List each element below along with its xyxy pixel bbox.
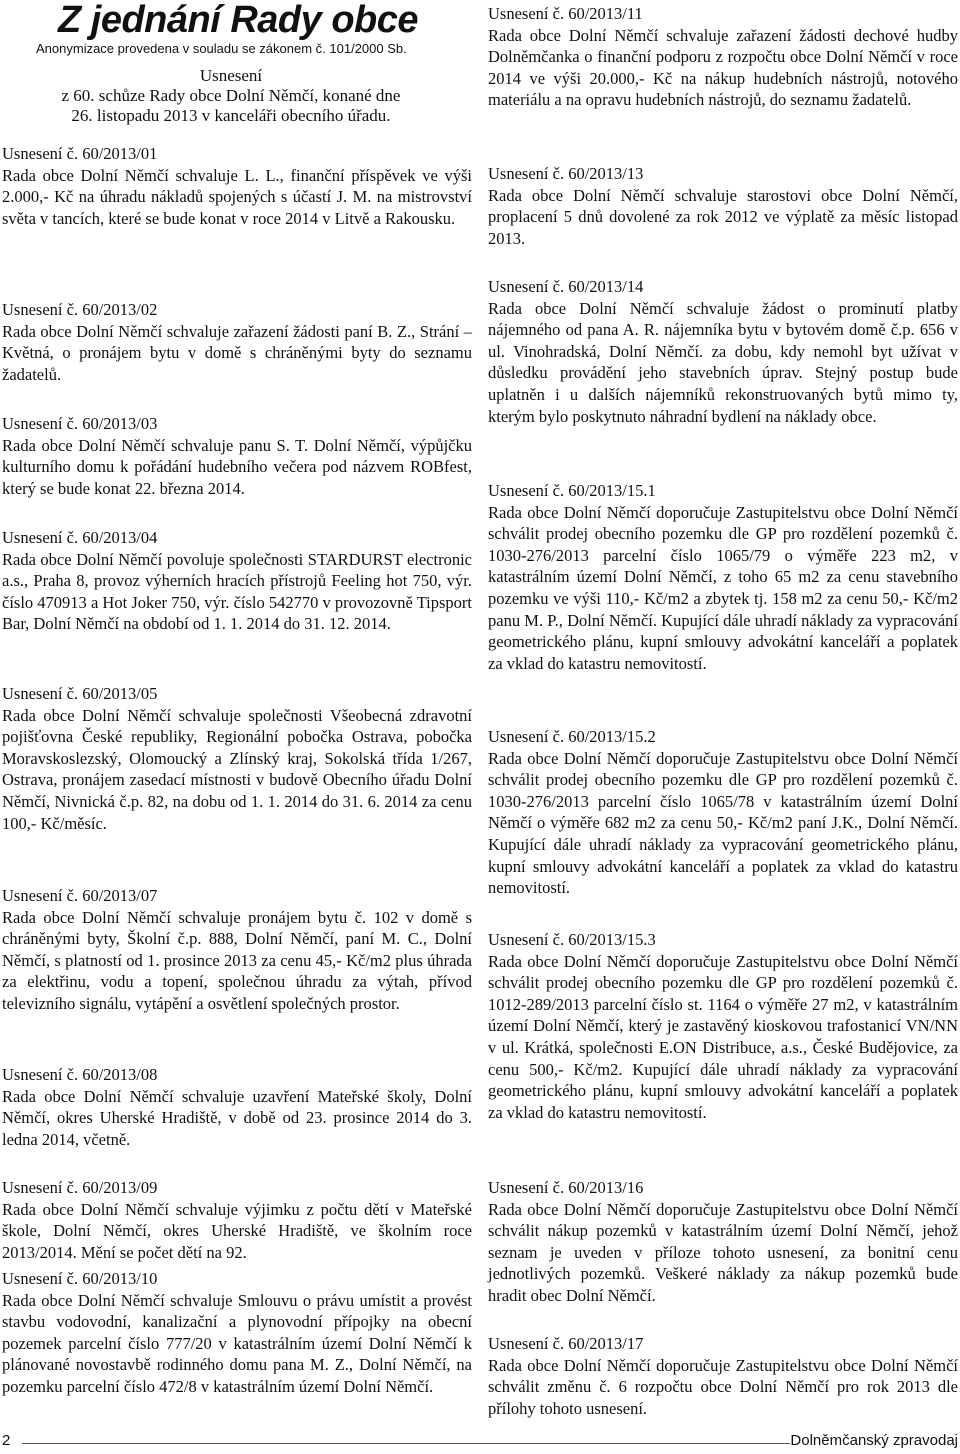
resolution-60-2013-02 (2, 299, 472, 385)
resolution-text: Rada obce Dolní Němčí doporučuje Zastupitelstvu obce Dolní Němčí schválit prodej obecního pozemku dle GP pro rozdělení pozemků č. 1012-289/2013 parcelní číslo st. 1164 o výměře 27 m2, v katastrálním území Dolní Němčí, který je zastavěný kioskovou trafostanicí VN/NN v ul. Krátká, společnosti E.ON Distribuce, a.s., České Budějovice, za cenu 500,- Kč/m2. Kupující dále uhradí náklady za vypracování geometrického plánu, kupní smlouvy advokátní kanceláří a poplatek za vklad do katastru nemovitostí. (488, 951, 958, 1122)
resolution-text: Rada obce Dolní Němčí doporučuje Zastupitelstvu obce Dolní Němčí schválit změnu č. 6 rozpočtu obce Dolní Němčí pro rok 2013 dle přílohy tohoto usnesení. (488, 1355, 958, 1418)
resolution-60-2013-04 (2, 527, 472, 635)
resolution-60-2013-10 (2, 1268, 472, 1398)
resolution-number: Usnesení č. 60/2013/14 (488, 277, 644, 296)
page-number: 2 (2, 1432, 11, 1449)
resolution-number: Usnesení č. 60/2013/09 (2, 1178, 158, 1197)
resolution-text: Rada obce Dolní Němčí doporučuje Zastupitelstvu obce Dolní Němčí schválit prodej obecního pozemku dle GP pro rozdělení pozemků č. 1030-276/2013 parcelní číslo 1065/78 v katastrálním území Dolní Němčí o výměře 682 m2 za cenu 50,- Kč/m2 paní J.K., Dolní Němčí. Kupující dále uhradí náklady za vypracování geometrického plánu, kupní smlouvy advokátní kanceláří a poplatek za vklad do katastru nemovitostí. (488, 748, 958, 898)
footer-divider (22, 1443, 790, 1444)
resolution-60-2013-01 (2, 143, 472, 229)
resolution-number: Usnesení č. 60/2013/17 (488, 1334, 644, 1353)
resolution-number: Usnesení č. 60/2013/16 (488, 1178, 644, 1197)
heading-line: z 60. schůze Rady obce Dolní Němčí, konané dne (61, 86, 401, 105)
resolution-60-2013-17 (488, 1333, 958, 1419)
meeting-heading (36, 66, 426, 126)
resolution-text: Rada obce Dolní Němčí schvaluje L. L., finanční příspěvek ve výši 2.000,- Kč na úhradu nákladů spojených s účastí J. M. na mistrovství světa v tancích, které se bude konat v roce 2014 v Litvě a Rakousku. (2, 165, 472, 228)
resolution-60-2013-08 (2, 1064, 472, 1150)
resolution-60-2013-15-3 (488, 929, 958, 1123)
resolution-number: Usnesení č. 60/2013/02 (2, 300, 158, 319)
resolution-60-2013-15-2 (488, 726, 958, 899)
resolution-text: Rada obce Dolní Němčí schvaluje zařazení žádosti dechové hudby Dolněmčanka o finanční podporu z rozpočtu obce Dolní Němčí v roce 2014 ve výši 20.000,- Kč na nákup hudebních nástrojů, notového materiálu a na opravu hudebních nástrojů, do seznamu žadatelů. (488, 25, 958, 110)
resolution-text: Rada obce Dolní Němčí schvaluje starostovi obce Dolní Němčí, proplacení 5 dnů dovolené za rok 2012 ve výplatě za měsíc listopad 2013. (488, 185, 958, 248)
resolution-text: Rada obce Dolní Němčí schvaluje žádost o prominutí platby nájemného od pana A. R. nájemníka bytu v bytovém domě č.p. 656 v ul. Vinohradská, Dolní Němčí. za dobu, kdy nemohl byt užívat v důsledku provádění jeho stavebních úprav. Stejný postup bude uplatněn i u dalších nájemníků rekonstruovaných bytů mimo ty, kterým bylo poskytnuto náhradní bydlení na náklady obce. (488, 298, 958, 426)
resolution-text: Rada obce Dolní Němčí schvaluje Smlouvu o právu umístit a provést stavbu vodovodní, kanalizační a plynovodní přípojky na obecní pozemek parcelní číslo 777/20 v katastrálním území Dolní Němčí k plánované novostavbě rodinného domu pana M. Z., Dolní Němčí, na pozemku parcelní číslo 472/8 v katastrálním území Dolní Němčí. (2, 1290, 472, 1396)
resolution-text: Rada obce Dolní Němčí doporučuje Zastupitelstvu obce Dolní Němčí schválit nákup pozemků v katastrálním území Dolní Němčí, jehož seznam je uveden v příloze tohoto usnesení, za bonitní cenu jednotlivých pozemků. Veškeré náklady za nákup pozemků bude hradit obec Dolní Němčí. (488, 1199, 958, 1305)
resolution-number: Usnesení č. 60/2013/15.3 (488, 930, 656, 949)
article-title: Z jednání Rady obce (58, 0, 419, 41)
resolution-60-2013-05 (2, 683, 472, 834)
resolution-60-2013-13 (488, 163, 958, 249)
resolution-text: Rada obce Dolní Němčí schvaluje zařazení žádosti paní B. Z., Strání – Květná, o pronájem bytu v domě s chráněnými byty do seznamu žadatelů. (2, 321, 472, 384)
resolution-number: Usnesení č. 60/2013/10 (2, 1269, 158, 1288)
resolution-60-2013-03 (2, 413, 472, 499)
anonymization-note: Anonymizace provedena v souladu se zákonem č. 101/2000 Sb. (36, 41, 407, 56)
resolution-60-2013-07 (2, 885, 472, 1015)
resolution-number: Usnesení č. 60/2013/11 (488, 4, 643, 23)
resolution-text: Rada obce Dolní Němčí schvaluje uzavření Mateřské školy, Dolní Němčí, okres Uherské Hradiště, v době od 23. prosince 2014 do 3. ledna 2014, včetně. (2, 1086, 472, 1149)
resolution-text: Rada obce Dolní Němčí schvaluje společnosti Všeobecná zdravotní pojišťovna České republiky, Regionální pobočka Ostrava, pobočka Moravskoslezský, Olomoucký a Zlínský kraj, Sokolská třída 1/267, Ostrava, pronájem zasedací místnosti v budově Obecního úřadu Dolní Němčí, Nivnická č.p. 82, na dobu od 1. 1. 2014 do 31. 6. 2014 za cenu 100,- Kč/měsíc. (2, 705, 472, 833)
resolution-number: Usnesení č. 60/2013/03 (2, 414, 158, 433)
heading-line: 26. listopadu 2013 v kanceláři obecního úřadu. (71, 106, 391, 125)
resolution-number: Usnesení č. 60/2013/05 (2, 684, 158, 703)
resolution-60-2013-16 (488, 1177, 958, 1307)
resolution-text: Rada obce Dolní Němčí schvaluje pronájem bytu č. 102 v domě s chráněnými byty, Školní č.p. 888, Dolní Němčí, paní M. C., Dolní Němčí, s platností od 1. prosince 2013 za cenu 45,- Kč/m2 plus úhrada za elektřinu, vodu a topení, společnou úhradu za výtah, přívod televizního signálu, vytápění a osvětlení společných prostor. (2, 907, 472, 1013)
publication-name: Dolněmčanský zpravodaj (790, 1432, 958, 1449)
resolution-text: Rada obce Dolní Němčí doporučuje Zastupitelstvu obce Dolní Němčí schválit prodej obecního pozemku dle GP pro rozdělení pozemků č. 1030-276/2013 parcelní číslo 1065/79 o výměře 223 m2, v katastrálním území Dolní Němčí, z toho 65 m2 za cenu stavebního pozemku ve výši 110,- Kč/m2 a zbytek tj. 158 m2 za cenu 50,- Kč/m2 panu M. P., Dolní Němčí. Kupující dále uhradí náklady za vypracování geometrického plánu, kupní smlouvy advokátní kanceláří a poplatek za vklad do katastru nemovitostí. (488, 502, 958, 673)
resolution-number: Usnesení č. 60/2013/07 (2, 886, 158, 905)
resolution-number: Usnesení č. 60/2013/08 (2, 1065, 158, 1084)
resolution-60-2013-14 (488, 276, 958, 427)
resolution-text: Rada obce Dolní Němčí schvaluje panu S. T. Dolní Němčí, výpůjčku kulturního domu k pořádání hudebního večera pod názvem ROBfest, který se bude konat 22. března 2014. (2, 435, 472, 498)
resolution-text: Rada obce Dolní Němčí schvaluje výjimku z počtu dětí v Mateřské škole, Dolní Němčí, okres Uherské Hradiště, ve školním roce 2013/2014. Mění se počet dětí na 92. (2, 1199, 472, 1262)
resolution-text: Rada obce Dolní Němčí povoluje společnosti STARDURST electronic a.s., Praha 8, provoz výherních hracích přístrojů Feeling hot 750, výr. číslo 470913 a Hot Joker 750, výr. číslo 542770 v provozovně Tipsport Bar, Dolní Němčí na období od 1. 1. 2014 do 31. 12. 2014. (2, 549, 472, 634)
resolution-number: Usnesení č. 60/2013/13 (488, 164, 644, 183)
resolution-60-2013-11 (488, 3, 958, 111)
resolution-60-2013-15-1 (488, 480, 958, 674)
resolution-number: Usnesení č. 60/2013/15.1 (488, 481, 656, 500)
resolution-60-2013-09 (2, 1177, 472, 1263)
resolution-number: Usnesení č. 60/2013/04 (2, 528, 158, 547)
resolution-number: Usnesení č. 60/2013/01 (2, 144, 158, 163)
resolution-number: Usnesení č. 60/2013/15.2 (488, 727, 656, 746)
heading-line: Usnesení (199, 66, 263, 85)
